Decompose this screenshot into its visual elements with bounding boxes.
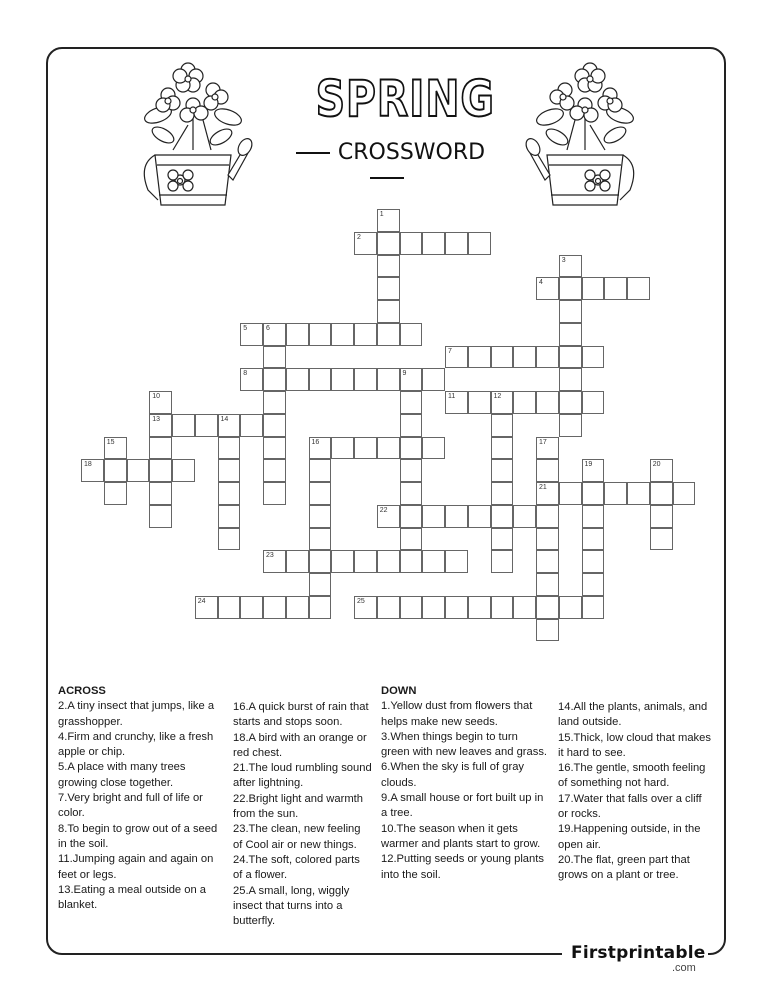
grid-cell[interactable] bbox=[582, 528, 605, 551]
grid-cell[interactable] bbox=[377, 596, 400, 619]
grid-cell[interactable] bbox=[400, 550, 423, 573]
grid-cell[interactable] bbox=[650, 528, 673, 551]
clue-line: 14.All the plants, animals, and bbox=[558, 701, 708, 713]
watering-can-flowers-icon bbox=[133, 55, 253, 220]
watering-can-flowers-icon bbox=[525, 55, 645, 220]
clue-line: clouds. bbox=[381, 776, 417, 789]
grid-cell[interactable] bbox=[445, 505, 468, 528]
grid-cell[interactable] bbox=[263, 414, 286, 437]
clue-line: or rocks. bbox=[558, 808, 601, 821]
grid-cell[interactable] bbox=[263, 459, 286, 482]
clue-line: it hard to see. bbox=[558, 746, 626, 759]
grid-cell[interactable] bbox=[445, 550, 468, 573]
grid-cell[interactable] bbox=[536, 482, 559, 505]
clues-down-col4 bbox=[558, 700, 728, 884]
grid-cell[interactable] bbox=[422, 550, 445, 573]
clue-line: green with new leaves and grass. bbox=[381, 746, 548, 759]
grid-cell[interactable] bbox=[400, 391, 423, 414]
clue-line: 10.The season when it gets bbox=[381, 822, 518, 835]
grid-cell[interactable] bbox=[263, 323, 286, 346]
clue-line: 22.Bright light and warmth bbox=[233, 792, 363, 805]
grid-cell[interactable] bbox=[377, 550, 400, 573]
clue-number: 15 bbox=[106, 438, 115, 446]
grid-cell[interactable] bbox=[582, 573, 605, 596]
grid-cell[interactable] bbox=[468, 232, 491, 255]
clue-line: grasshopper. bbox=[58, 715, 123, 728]
grid-cell[interactable] bbox=[422, 232, 445, 255]
grid-cell[interactable] bbox=[263, 437, 286, 460]
clue-number: 1 bbox=[379, 211, 384, 218]
grid-cell[interactable] bbox=[559, 300, 582, 323]
grid-cell[interactable] bbox=[536, 573, 559, 596]
grid-cell[interactable] bbox=[400, 505, 423, 528]
grid-cell[interactable] bbox=[218, 437, 241, 460]
clue-line: 15.Thick, low cloud that makes bbox=[558, 731, 711, 744]
grid-cell[interactable] bbox=[81, 459, 104, 482]
grid-cell[interactable] bbox=[400, 528, 423, 551]
grid-cell[interactable] bbox=[331, 368, 354, 391]
clue-line: grows on a plant or tree. bbox=[558, 869, 679, 882]
clue-number: 4 bbox=[539, 279, 543, 287]
clue-number: 20 bbox=[652, 461, 661, 469]
clue-line: 3.When things begin to turn bbox=[381, 730, 518, 743]
clue-number: 16 bbox=[311, 438, 320, 446]
across-heading: ACROSS bbox=[58, 685, 106, 697]
clue-line: feet or legs. bbox=[58, 868, 117, 881]
grid-cell[interactable] bbox=[240, 414, 263, 437]
grid-cell[interactable] bbox=[309, 596, 332, 619]
grid-cell[interactable] bbox=[331, 323, 354, 346]
grid-cell[interactable] bbox=[536, 505, 559, 528]
clue-number: 3 bbox=[561, 256, 566, 264]
clue-line: 1.Yellow dust from flowers that bbox=[381, 700, 533, 713]
grid-cell[interactable] bbox=[491, 459, 514, 482]
grid-cell[interactable] bbox=[491, 550, 514, 573]
divider bbox=[370, 177, 404, 179]
clue-line: 13.Eating a meal outside on a bbox=[58, 883, 207, 896]
grid-cell[interactable] bbox=[104, 459, 127, 482]
clue-line: 19.Happening outside, in the bbox=[558, 823, 701, 836]
grid-cell[interactable] bbox=[445, 391, 468, 414]
grid-cell[interactable] bbox=[559, 277, 582, 300]
grid-cell[interactable] bbox=[377, 255, 400, 278]
clue-number: 10 bbox=[152, 393, 161, 400]
clue-line: 24.The soft, colored parts bbox=[233, 853, 360, 866]
grid-cell[interactable] bbox=[422, 437, 445, 460]
grid-cell[interactable] bbox=[286, 323, 309, 346]
clue-number: 18 bbox=[84, 461, 92, 469]
subtitle-text: CROSSWORD bbox=[337, 140, 486, 165]
grid-cell[interactable] bbox=[195, 596, 218, 619]
grid-cell[interactable] bbox=[559, 596, 582, 619]
clue-line: of Cool air or new things. bbox=[233, 838, 357, 851]
grid-cell[interactable] bbox=[354, 323, 377, 346]
grid-cell[interactable] bbox=[218, 459, 241, 482]
clue-line: 12.Putting seeds or young plants bbox=[381, 853, 544, 866]
grid-cell[interactable] bbox=[536, 437, 559, 460]
clue-line: 9.A small house or fort built up in bbox=[381, 792, 544, 805]
grid-cell[interactable] bbox=[240, 596, 263, 619]
grid-cell[interactable] bbox=[377, 277, 400, 300]
grid-cell[interactable] bbox=[491, 414, 514, 437]
clue-line: 21.The loud rumbling sound bbox=[233, 762, 372, 775]
clue-line: butterfly. bbox=[233, 915, 276, 928]
grid-cell[interactable] bbox=[582, 459, 605, 482]
grid-cell[interactable] bbox=[559, 391, 582, 414]
clue-line: 16.The gentle, smooth feeling bbox=[558, 762, 706, 775]
grid-cell[interactable] bbox=[400, 232, 423, 255]
grid-cell[interactable] bbox=[172, 414, 195, 437]
grid-cell[interactable] bbox=[400, 414, 423, 437]
grid-cell[interactable] bbox=[400, 323, 423, 346]
grid-cell[interactable] bbox=[536, 459, 559, 482]
clue-number: 13 bbox=[152, 415, 161, 423]
grid-cell[interactable] bbox=[309, 368, 332, 391]
clue-line: 4.Firm and crunchy, like a fresh bbox=[58, 730, 214, 743]
clue-line: into the soil. bbox=[381, 868, 441, 881]
grid-cell[interactable] bbox=[650, 482, 673, 505]
clues-down-col3 bbox=[381, 684, 561, 883]
grid-cell[interactable] bbox=[582, 346, 605, 369]
grid-cell[interactable] bbox=[218, 505, 241, 528]
grid-cell[interactable] bbox=[309, 323, 332, 346]
grid-cell[interactable] bbox=[582, 482, 605, 505]
grid-cell[interactable] bbox=[172, 459, 195, 482]
clue-number: 12 bbox=[493, 393, 502, 400]
clue-number: 21 bbox=[539, 484, 547, 491]
grid-cell[interactable] bbox=[400, 437, 423, 460]
grid-cell[interactable] bbox=[331, 550, 354, 573]
grid-cell[interactable] bbox=[627, 277, 650, 300]
grid-cell[interactable] bbox=[422, 505, 445, 528]
grid-cell[interactable] bbox=[582, 550, 605, 573]
grid-cell[interactable] bbox=[650, 505, 673, 528]
grid-cell[interactable] bbox=[149, 459, 172, 482]
grid-cell[interactable] bbox=[491, 482, 514, 505]
clue-line: helps make new seeds. bbox=[381, 715, 498, 728]
grid-cell[interactable] bbox=[354, 232, 377, 255]
grid-cell[interactable] bbox=[149, 414, 172, 437]
grid-cell[interactable] bbox=[354, 368, 377, 391]
grid-cell[interactable] bbox=[286, 596, 309, 619]
grid-cell[interactable] bbox=[286, 368, 309, 391]
grid-cell[interactable] bbox=[309, 550, 332, 573]
grid-cell[interactable] bbox=[263, 346, 286, 369]
clue-line: of something not hard. bbox=[558, 777, 670, 790]
grid-cell[interactable] bbox=[559, 323, 582, 346]
grid-cell[interactable] bbox=[218, 596, 241, 619]
clue-number: 5 bbox=[243, 324, 248, 332]
grid-cell[interactable] bbox=[468, 346, 491, 369]
grid-cell[interactable] bbox=[354, 596, 377, 619]
grid-cell[interactable] bbox=[218, 414, 241, 437]
grid-cell[interactable] bbox=[309, 437, 332, 460]
grid-cell[interactable] bbox=[513, 505, 536, 528]
grid-cell[interactable] bbox=[354, 437, 377, 460]
grid-cell[interactable] bbox=[491, 346, 514, 369]
clue-line: 25.A small, long, wiggly bbox=[233, 884, 350, 897]
grid-cell[interactable] bbox=[604, 277, 627, 300]
grid-cell[interactable] bbox=[263, 391, 286, 414]
page-title: SPRING bbox=[315, 70, 495, 128]
grid-cell[interactable] bbox=[491, 391, 514, 414]
grid-cell[interactable] bbox=[604, 482, 627, 505]
clue-line: 16.A quick burst of rain that bbox=[233, 701, 369, 713]
grid-cell[interactable] bbox=[491, 505, 514, 528]
grid-cell[interactable] bbox=[263, 482, 286, 505]
grid-cell[interactable] bbox=[445, 232, 468, 255]
grid-cell[interactable] bbox=[559, 346, 582, 369]
grid-cell[interactable] bbox=[354, 550, 377, 573]
clue-line: color. bbox=[58, 807, 85, 820]
clue-line: warmer and plants start to grow. bbox=[381, 837, 541, 850]
grid-cell[interactable] bbox=[377, 232, 400, 255]
grid-cell[interactable] bbox=[650, 459, 673, 482]
clue-line: blanket. bbox=[58, 899, 98, 912]
clue-line: 23.The clean, new feeling bbox=[233, 823, 361, 836]
grid-cell[interactable] bbox=[331, 437, 354, 460]
grid-cell[interactable] bbox=[104, 437, 127, 460]
down-heading: DOWN bbox=[381, 685, 417, 697]
clue-line: in the soil. bbox=[58, 837, 109, 850]
clue-number: 11 bbox=[448, 393, 456, 400]
clues-across-col2 bbox=[233, 700, 383, 929]
clues-across-col1 bbox=[58, 684, 233, 913]
grid-cell[interactable] bbox=[309, 505, 332, 528]
clue-line: 5.A place with many trees bbox=[58, 761, 186, 774]
grid-cell[interactable] bbox=[536, 596, 559, 619]
grid-cell[interactable] bbox=[286, 550, 309, 573]
clue-number: 23 bbox=[266, 552, 274, 560]
grid-cell[interactable] bbox=[445, 346, 468, 369]
grid-cell[interactable] bbox=[536, 346, 559, 369]
clue-line: 2.A tiny insect that jumps, like a bbox=[58, 700, 215, 713]
grid-cell[interactable] bbox=[263, 368, 286, 391]
clue-number: 17 bbox=[539, 438, 547, 446]
grid-cell[interactable] bbox=[559, 368, 582, 391]
clue-number: 14 bbox=[220, 415, 229, 423]
grid-cell[interactable] bbox=[263, 550, 286, 573]
clue-number: 25 bbox=[357, 597, 365, 605]
clue-line: land outside. bbox=[558, 716, 622, 729]
grid-cell[interactable] bbox=[559, 255, 582, 278]
grid-cell[interactable] bbox=[127, 459, 150, 482]
grid-cell[interactable] bbox=[149, 437, 172, 460]
grid-cell[interactable] bbox=[627, 482, 650, 505]
clue-line: 18.A bird with an orange or bbox=[233, 731, 367, 744]
clue-number: 8 bbox=[243, 370, 248, 378]
grid-cell[interactable] bbox=[195, 414, 218, 437]
grid-cell[interactable] bbox=[309, 459, 332, 482]
clue-line: from the sun. bbox=[233, 808, 299, 821]
clue-line: apple or chip. bbox=[58, 746, 126, 759]
clue-line: a tree. bbox=[381, 807, 413, 820]
clue-number: 7 bbox=[448, 347, 452, 355]
grid-cell[interactable] bbox=[218, 528, 241, 551]
divider bbox=[296, 152, 330, 154]
grid-cell[interactable] bbox=[468, 505, 491, 528]
clue-line: 8.To begin to grow out of a seed bbox=[58, 822, 218, 835]
grid-cell[interactable] bbox=[513, 346, 536, 369]
grid-cell[interactable] bbox=[240, 368, 263, 391]
grid-cell[interactable] bbox=[582, 596, 605, 619]
grid-cell[interactable] bbox=[491, 528, 514, 551]
grid-cell[interactable] bbox=[104, 482, 127, 505]
grid-cell[interactable] bbox=[582, 505, 605, 528]
brand-domain: .com bbox=[672, 962, 696, 974]
grid-cell[interactable] bbox=[536, 528, 559, 551]
grid-cell[interactable] bbox=[422, 596, 445, 619]
grid-cell[interactable] bbox=[491, 437, 514, 460]
grid-cell[interactable] bbox=[240, 323, 263, 346]
grid-cell[interactable] bbox=[536, 277, 559, 300]
grid-cell[interactable] bbox=[309, 528, 332, 551]
clue-line: 17.Water that falls over a cliff bbox=[558, 792, 702, 805]
clue-line: insect that turns into a bbox=[233, 899, 343, 912]
clue-line: starts and stops soon. bbox=[233, 716, 343, 729]
grid-cell[interactable] bbox=[491, 596, 514, 619]
clue-line: after lightning. bbox=[233, 777, 304, 790]
grid-cell[interactable] bbox=[536, 619, 559, 642]
grid-cell[interactable] bbox=[377, 209, 400, 232]
grid-cell[interactable] bbox=[536, 550, 559, 573]
clue-number: 19 bbox=[584, 461, 593, 469]
clue-line: of a flower. bbox=[233, 869, 288, 882]
grid-cell[interactable] bbox=[513, 391, 536, 414]
clue-number: 2 bbox=[357, 233, 361, 241]
clue-line: red chest. bbox=[233, 746, 283, 759]
grid-cell[interactable] bbox=[400, 459, 423, 482]
clue-line: 20.The flat, green part that bbox=[558, 853, 690, 866]
grid-cell[interactable] bbox=[582, 277, 605, 300]
clue-line: 7.Very bright and full of life or bbox=[58, 792, 203, 805]
grid-cell[interactable] bbox=[400, 596, 423, 619]
clue-number: 9 bbox=[402, 370, 407, 378]
grid-cell[interactable] bbox=[377, 505, 400, 528]
grid-cell[interactable] bbox=[536, 391, 559, 414]
grid-cell[interactable] bbox=[377, 300, 400, 323]
grid-cell[interactable] bbox=[559, 414, 582, 437]
clue-number: 6 bbox=[266, 324, 270, 332]
grid-cell[interactable] bbox=[377, 323, 400, 346]
grid-cell[interactable] bbox=[673, 482, 696, 505]
grid-cell[interactable] bbox=[218, 482, 241, 505]
page-subtitle bbox=[270, 140, 503, 190]
grid-cell[interactable] bbox=[559, 482, 582, 505]
grid-cell[interactable] bbox=[309, 482, 332, 505]
grid-cell[interactable] bbox=[422, 368, 445, 391]
grid-cell[interactable] bbox=[263, 596, 286, 619]
clue-number: 24 bbox=[197, 597, 206, 605]
grid-cell[interactable] bbox=[149, 391, 172, 414]
grid-cell[interactable] bbox=[468, 596, 491, 619]
grid-cell[interactable] bbox=[400, 368, 423, 391]
clue-number: 22 bbox=[379, 506, 388, 514]
grid-cell[interactable] bbox=[149, 505, 172, 528]
grid-cell[interactable] bbox=[468, 391, 491, 414]
clue-line: open air. bbox=[558, 838, 601, 851]
grid-cell[interactable] bbox=[149, 482, 172, 505]
grid-cell[interactable] bbox=[582, 391, 605, 414]
grid-cell[interactable] bbox=[445, 596, 468, 619]
grid-cell[interactable] bbox=[513, 596, 536, 619]
clue-line: growing close together. bbox=[58, 776, 174, 789]
grid-cell[interactable] bbox=[309, 573, 332, 596]
grid-cell[interactable] bbox=[400, 482, 423, 505]
clue-line: 6.When the sky is full of gray bbox=[381, 761, 525, 774]
clue-line: 11.Jumping again and again on bbox=[58, 853, 214, 866]
grid-cell[interactable] bbox=[377, 368, 400, 391]
brand-logo: Firstprintable bbox=[571, 943, 706, 963]
grid-cell[interactable] bbox=[377, 437, 400, 460]
